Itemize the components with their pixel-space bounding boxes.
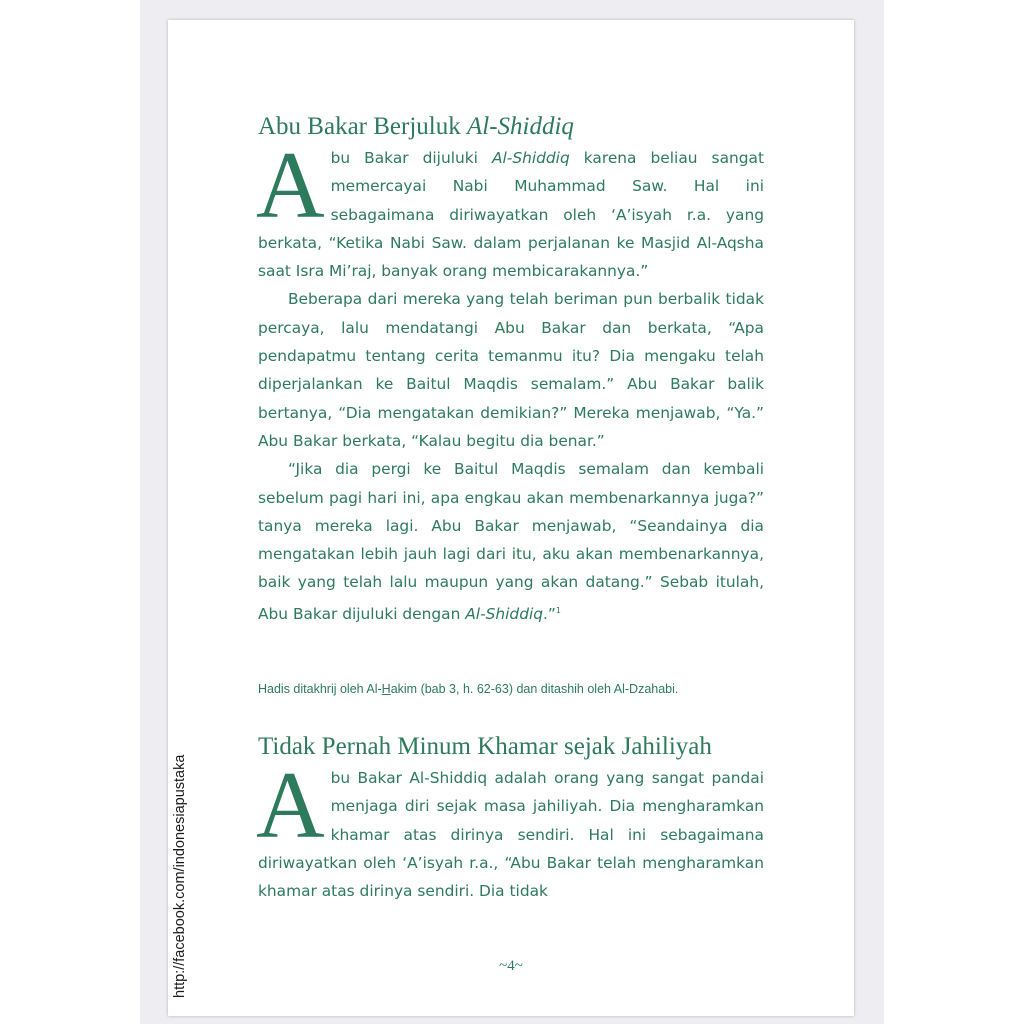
paragraph-text: karena beliau sangat memercayai Nabi Muhammad Saw. Hal ini sebagaimana diriwayatkan oleh ‘A’isyah r.a. yang berkata, “Ketika Nabi Saw. dalam perjalanan ke Masjid Al-Aqsha saat Isra Mi’raj, banyak orang membicarakannya.” [258,149,764,281]
section-al-shiddiq [258,112,764,628]
paragraph-1 [256,752,764,905]
footnote-marker: 1 [555,605,561,615]
book-page [168,20,854,1016]
paragraph-text: bu Bakar dijuluki [330,149,492,167]
paragraph-text: bu Bakar Al-Shiddiq adalah orang yang sangat pandai menjaga diri sejak masa jahiliyah. Dia mengharamkan khamar atas dirinya sendiri. Hal ini sebagaimana diriwayatkan oleh ‘A’isyah r.a., “Abu Bakar telah mengharamkan khamar atas dirinya sendiri. Dia tidak [258,769,764,901]
drop-cap: A [256,132,325,238]
paragraph-2: Beberapa dari mereka yang telah beriman pun berbalik tidak percaya, lalu mendatangi Abu Bakar dan berkata, “Apa pendapatmu tentang cerita temanmu itu? Dia mengaku telah diperjalankan ke Baitul Maqdis semalam.” Abu Bakar balik bertanya, “Dia mengatakan demikian?” Mereka menjawab, “Ya.” Abu Bakar berkata, “Kalau begitu dia benar.” [258,290,764,450]
section-heading [258,112,764,142]
footnote-text: Hadis ditakhrij oleh Al- [258,682,382,696]
paragraph-text: “Jika dia pergi ke Baitul Maqdis semalam dan kembali sebelum pagi hari ini, apa engkau akan membenarkannya juga?” tanya mereka lagi. Abu Bakar menjawab, “Seandainya dia mengatakan lebih jauh lagi dari itu, aku akan membenarkannya, baik yang telah lalu maupun yang akan datang.” Sebab itulah, Abu Bakar dijuluki dengan [258,460,764,623]
paragraph-1 [256,132,764,285]
italic-term: Al-Shiddiq [491,149,570,167]
paragraph-3 [258,455,764,628]
section-khamar [258,732,764,905]
page-number: ~4~ [499,958,523,974]
section-heading: Tidak Pernah Minum Khamar sejak Jahiliyah [258,733,712,760]
drop-cap: A [256,752,325,858]
watermark-url: http://facebook.com/indonesiapustaka [172,754,188,998]
footnote [258,682,678,696]
italic-term: Al-Shiddiq [465,604,544,623]
footnote-text: akim (bab 3, h. 62-63) dan ditashih oleh Al-Dzahabi. [390,682,679,696]
heading-text: Abu Bakar Berjuluk [258,113,467,140]
paragraph-text: .” [543,604,556,623]
footnote-underlined-letter: H [381,682,391,696]
heading-italic-text: Al-Shiddiq [466,113,574,140]
